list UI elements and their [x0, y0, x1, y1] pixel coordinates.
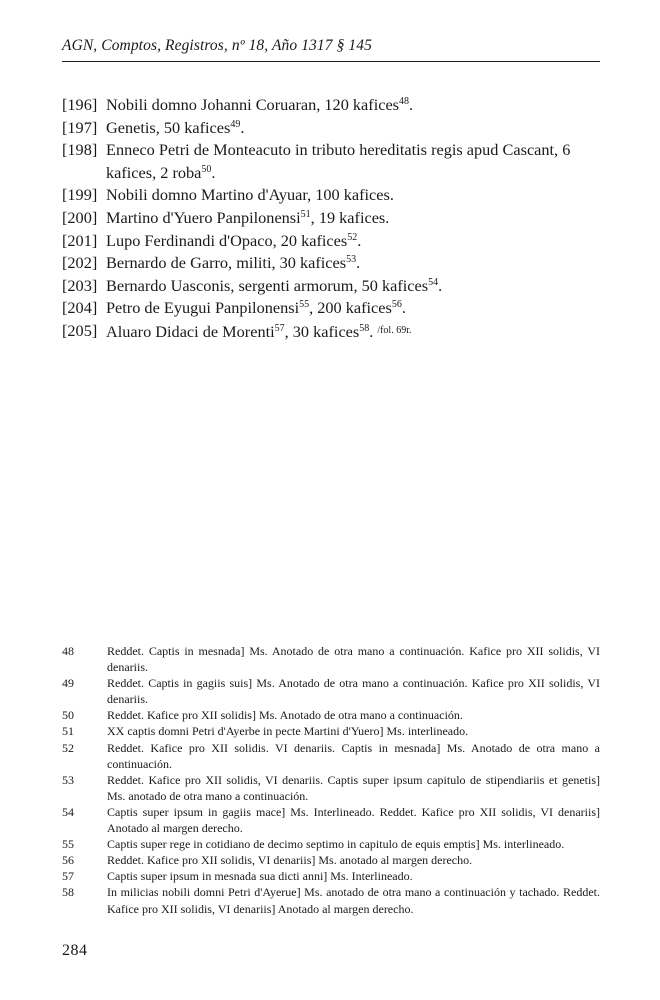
entry-197 [62, 117, 602, 140]
footnote-ref: 49 [230, 118, 241, 130]
entry-202 [62, 252, 602, 275]
entry-text: Enneco Petri de Monteacuto in tributo hereditatis regis apud Cascant, 6 kafices, 2 roba$^{50}$. [106, 140, 571, 182]
footnote-text: Reddet. Kafice pro XII solidis] Ms. Anotado de otra mano a continuación. [107, 708, 463, 723]
entry-number: [205] [62, 320, 98, 340]
entry-198 [62, 139, 602, 184]
footnote-ref: 55 [299, 299, 310, 311]
footnote [62, 868, 600, 884]
footnotes [62, 643, 600, 917]
entry-text: Martino d'Yuero Panpilonensi$^{51}$, 19 kafices. [106, 207, 390, 227]
footnote-number: 48 [62, 644, 74, 658]
entry-199 [62, 184, 602, 207]
footnote [62, 740, 600, 772]
footnote-text: Reddet. Kafice pro XII solidis. VI denariis. Captis in mesnada] Ms. Anotado de otra mano a continuación. [107, 740, 600, 771]
entry-number: [200] [62, 207, 98, 227]
entry-200 [62, 207, 602, 230]
footnote-ref: 56 [391, 299, 402, 311]
entry-number: [203] [62, 275, 98, 295]
entry-number: [197] [62, 117, 98, 137]
entry-205 [62, 320, 602, 344]
footnote [62, 804, 600, 836]
footnote-number: 49 [62, 676, 74, 691]
footnote-ref: 48 [399, 96, 410, 107]
entry-text: Bernardo de Garro, militi, 30 kafices$^{53}$. [106, 253, 361, 273]
footnote-text: Reddet. Kafice pro XII solidis, VI denariis] Ms. anotado al margen derecho. [107, 853, 473, 868]
footnote-number: 57 [62, 869, 74, 884]
entry-text: Nobili domno Martino d'Ayuar, 100 kafices. [106, 185, 394, 205]
entry-text: Nobili domno Johanni Coruaran, 120 kafices$^{48}$. [106, 95, 414, 114]
entry-number: [199] [62, 185, 98, 205]
footnote-text: Captis super ipsum in mesnada sua dicti anni] Ms. Interlineado. [107, 869, 413, 884]
footnote-number: 50 [62, 708, 74, 723]
footnote-text: Reddet. Kafice pro XII solidis, VI denariis. Captis super ipsum capitulo de stipendiariis et genetis] Ms. anotado de otra mano a continuación. [107, 772, 600, 803]
footnote-ref: 54 [428, 276, 439, 288]
footnote-text: Reddet. Captis in mesnada] Ms. Anotado de otra mano a continuación. Kafice pro XII solidis, VI denariis. [107, 644, 600, 675]
footnote-text: Captis super rege in cotidiano de decimo septimo in capitulo de equis emptis] Ms. interlineado. [107, 837, 565, 852]
footnote-ref: 58 [359, 322, 370, 334]
footnote [62, 852, 600, 868]
footnote [62, 675, 600, 707]
footnote-number: 56 [62, 853, 74, 868]
footnote-number: 55 [62, 837, 74, 852]
entry-201 [62, 230, 602, 253]
footnote-number: 51 [62, 724, 74, 739]
entry-text: Bernardo Uasconis, sergenti armorum, 50 kafices$^{54}$. [106, 275, 443, 295]
footnote [62, 707, 600, 723]
running-head: AGN, Comptos, Registros, nº 18, Año 1317 § 145 [62, 37, 372, 54]
footnote-text: Captis super ipsum in gagiis mace] Ms. Interlineado. Reddet. Kafice pro XII solidis, VI denariis] Anotado al margen derecho. [107, 804, 600, 836]
page-number: 284 [62, 942, 88, 959]
footnote [62, 723, 600, 739]
footnote-ref: 52 [347, 231, 358, 243]
footnote-text: XX captis domni Petri d'Ayerbe in pecte Martini d'Yuero] Ms. interlineado. [107, 724, 469, 739]
footnote-number: 54 [62, 804, 74, 819]
footnote-ref: 50 [201, 163, 212, 175]
entry-list [62, 94, 602, 344]
footnote-text: In milicias nobili domni Petri d'Ayerue] Ms. anotado de otra mano a continuación y tachado. Reddet. Kafice pro XII solidis, VI denariis] Anotado al margen derecho. [107, 885, 600, 916]
entry-196 [62, 94, 602, 117]
entry-text: Genetis, 50 kafices$^{49}$. [106, 117, 245, 137]
footnote-ref: 57 [274, 322, 285, 334]
footnote-number: 52 [62, 740, 74, 755]
footnote [62, 836, 600, 852]
folio-marker: /fol. 69r. [377, 324, 412, 336]
footnote [62, 884, 600, 916]
footnote-ref: 53 [346, 254, 357, 266]
footnote-number: 53 [62, 772, 74, 787]
entry-number: [198] [62, 140, 98, 160]
entry-text: Aluaro Didaci de Morenti$^{57}$, 30 kafices$^{58}$. $^{/fol. 69r.}$ [106, 321, 412, 341]
entry-204 [62, 297, 602, 320]
footnote [62, 643, 600, 675]
entry-number: [204] [62, 298, 98, 318]
footnote-number: 58 [62, 885, 74, 900]
footnote-ref: 51 [300, 208, 311, 220]
footnote [62, 772, 600, 804]
entry-number: [202] [62, 253, 98, 273]
entry-number: [196] [62, 95, 98, 114]
entry-text: Lupo Ferdinandi d'Opaco, 20 kafices$^{52}$. [106, 230, 362, 250]
entry-text: Petro de Eyugui Panpilonensi$^{55}$, 200 kafices$^{56}$. [106, 298, 406, 318]
header-rule [62, 61, 600, 62]
entry-203 [62, 275, 602, 298]
entry-number: [201] [62, 230, 98, 250]
footnote-text: Reddet. Captis in gagiis suis] Ms. Anotado de otra mano a continuación. Kafice pro XII solidis, VI denariis. [107, 676, 600, 707]
